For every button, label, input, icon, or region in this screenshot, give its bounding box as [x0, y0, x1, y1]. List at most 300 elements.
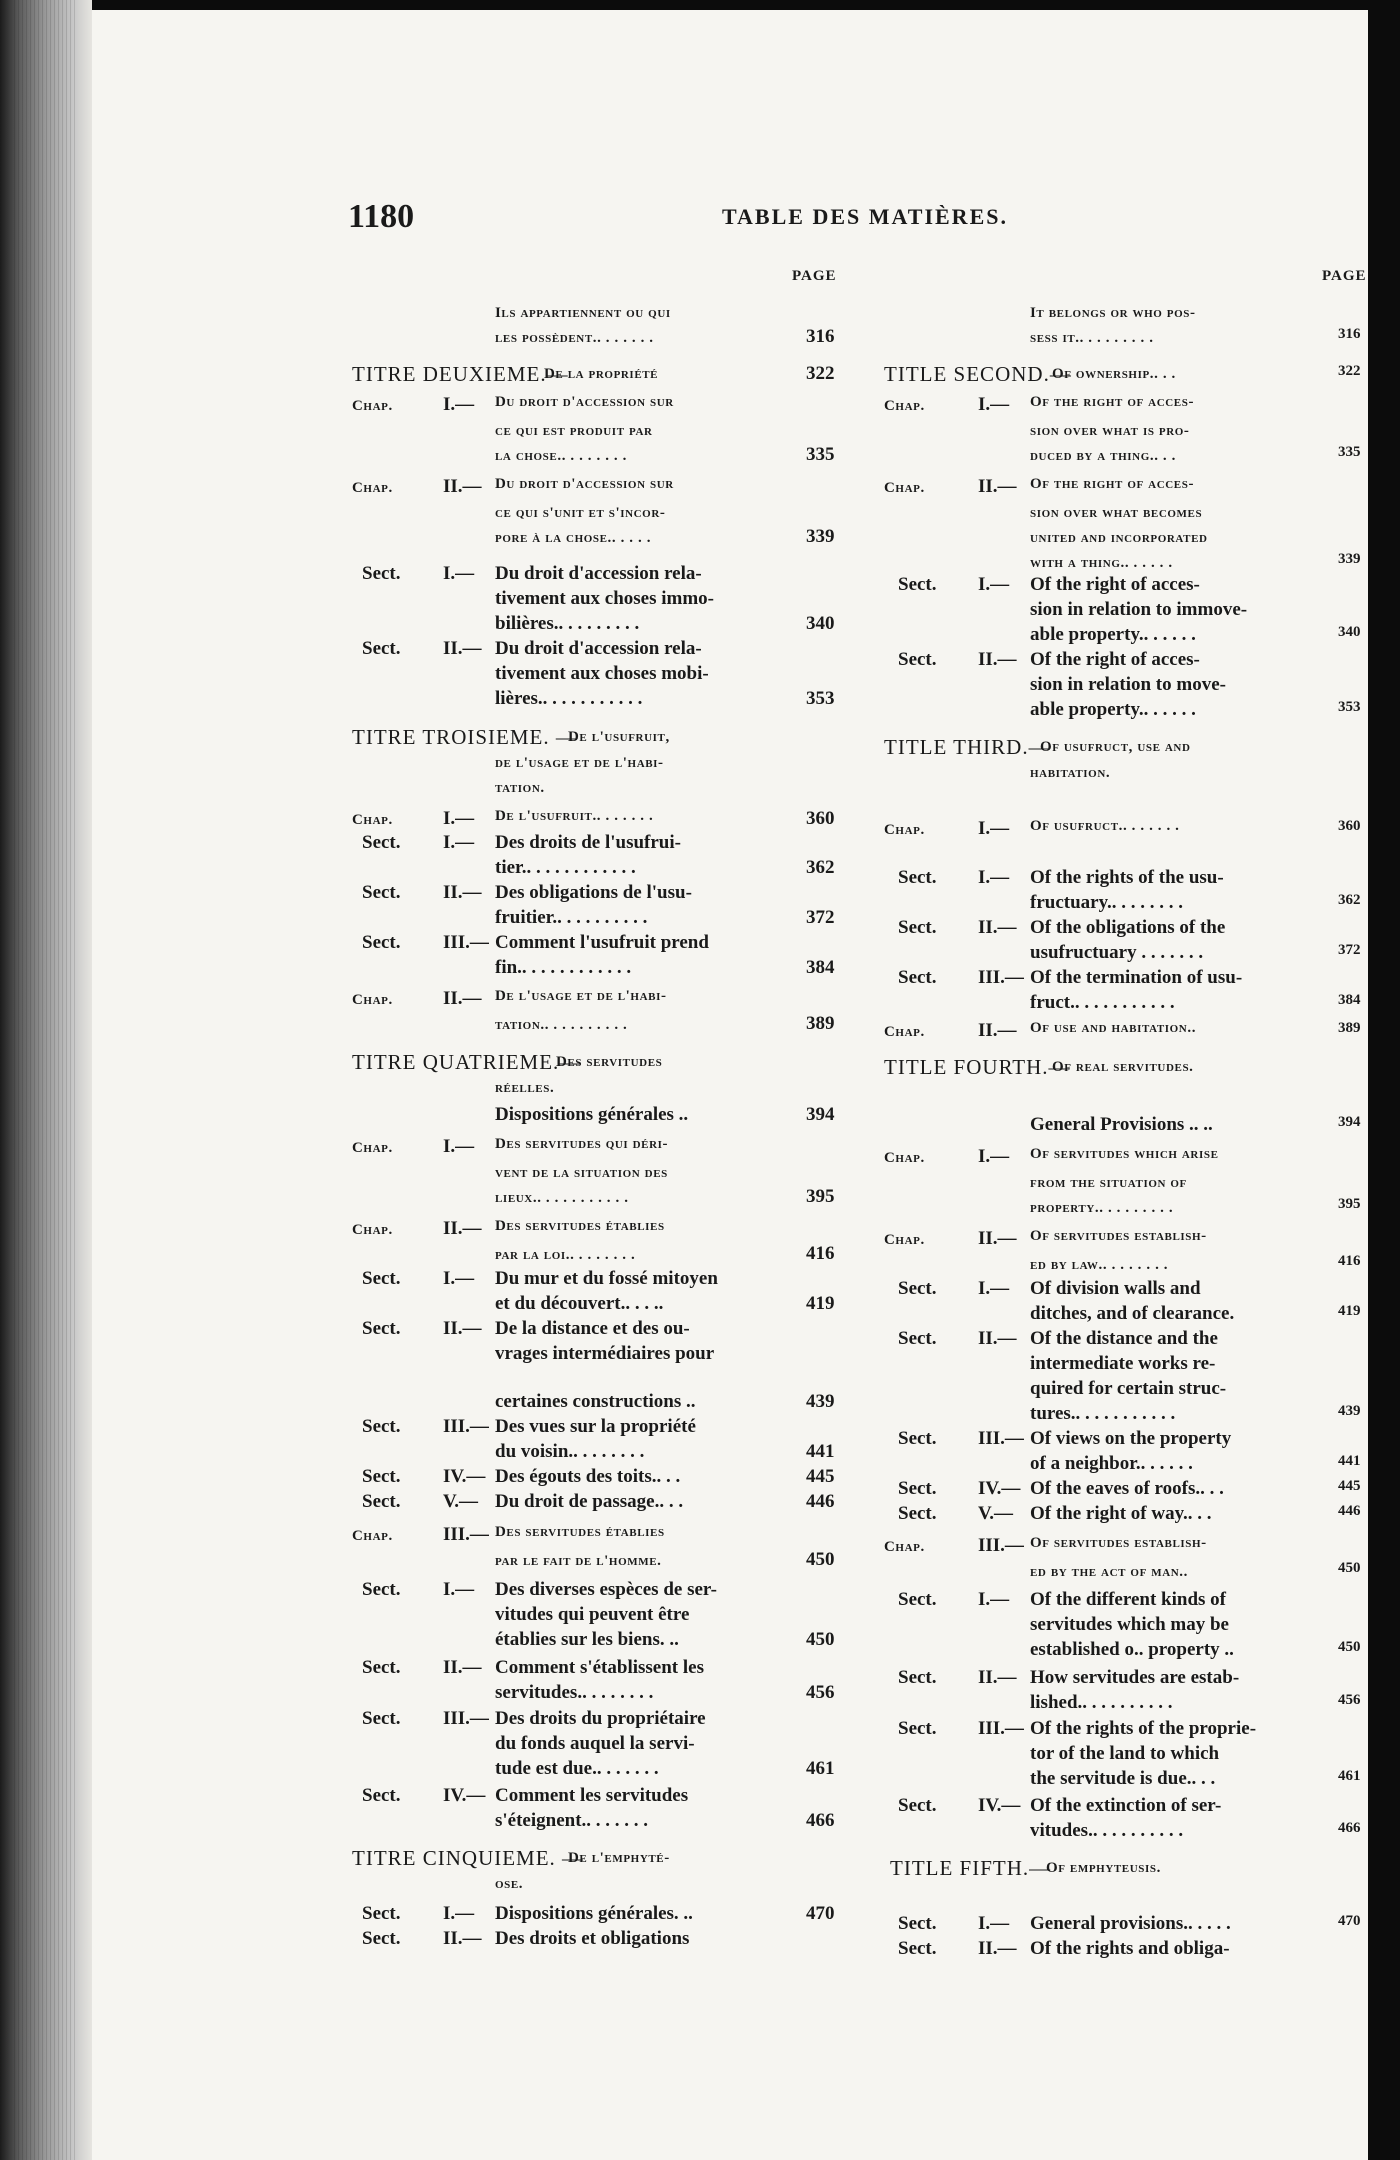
page-ref: 450	[1338, 1639, 1361, 1655]
toc-line	[495, 327, 654, 346]
entry-heading: Des droits et obligations	[495, 1928, 690, 1949]
division-number: II.—	[978, 1228, 1017, 1249]
title-heading: TITLE FOURTH.—	[884, 1055, 1071, 1079]
entry-heading: Des obligations de l'usu-	[495, 882, 692, 903]
toc-line	[495, 302, 671, 321]
entry-text: par la loi.. . . . . . . .	[495, 1247, 636, 1263]
toc-line	[884, 1057, 1071, 1078]
division-number: II.—	[443, 1928, 482, 1949]
running-header: TABLE DES MATIÈRES.	[722, 204, 1008, 229]
division-label: Sect.	[898, 967, 937, 988]
toc-line	[884, 737, 1051, 758]
division-label: Sect.	[898, 1278, 937, 1299]
toc-line	[898, 968, 937, 987]
entry-text: tude est due.. . . . . . .	[495, 1758, 659, 1779]
division-label: Sect.	[898, 1795, 937, 1816]
toc-line	[495, 589, 714, 608]
entry-heading: Of servitudes establish-	[1030, 1228, 1207, 1244]
page-ref: 316	[806, 326, 835, 347]
entry-heading: Of the right of acces-	[1030, 476, 1195, 492]
entry-heading: Of servitudes establish-	[1030, 1535, 1207, 1551]
page-ref: 461	[1338, 1768, 1361, 1784]
division-label: Chap.	[884, 1150, 925, 1166]
division-label: Chap.	[352, 1140, 393, 1156]
entry-heading: Des droits du propriétaire	[495, 1708, 706, 1729]
entry-text: de l'usage et de l'habi-	[495, 755, 664, 771]
division-label: Chap.	[352, 812, 393, 828]
entry-heading: Du droit d'accession rela-	[495, 563, 702, 584]
page-ref: 441	[806, 1441, 835, 1462]
entry-text: quired for certain struc-	[1030, 1378, 1227, 1399]
page-ref: 450	[806, 1629, 835, 1650]
page-ref: 416	[1338, 1253, 1361, 1269]
toc-line	[1030, 1744, 1219, 1763]
entry-heading: Of the right of acces-	[1030, 574, 1200, 595]
page-ref: 419	[806, 1293, 835, 1314]
title-heading: TITLE THIRD.—	[884, 735, 1051, 759]
toc-line	[1030, 1693, 1173, 1712]
entry-heading: De l'usage et de l'habi-	[495, 988, 667, 1004]
division-number: I.—	[443, 832, 475, 853]
scan-border-top	[0, 0, 1400, 10]
division-number: IV.—	[978, 1795, 1021, 1816]
toc-line	[1030, 700, 1196, 719]
page-ref: 450	[806, 1549, 835, 1570]
toc-line	[898, 918, 937, 937]
entry-text: établies sur les biens. ..	[495, 1629, 679, 1650]
entry-heading: Du droit d'accession sur	[495, 476, 674, 492]
toc-line	[362, 1786, 401, 1805]
division-label: Sect.	[362, 1657, 401, 1678]
page-ref: 335	[1338, 444, 1361, 460]
division-number: II.—	[443, 638, 482, 659]
entry-text: from the situation of	[1030, 1175, 1187, 1191]
toc-line	[898, 1668, 937, 1687]
entry-heading: Des servitudes qui déri-	[495, 1136, 669, 1152]
toc-line	[495, 1734, 695, 1753]
toc-line	[352, 1219, 393, 1238]
page-ref: 394	[1338, 1114, 1361, 1130]
entry-heading: Des droits de l'usufrui-	[495, 832, 681, 853]
entry-text: It belongs or who pos-	[1030, 305, 1196, 321]
entry-heading: Du droit d'accession sur	[495, 394, 674, 410]
division-number: IV.—	[443, 1466, 486, 1487]
toc-line	[495, 1605, 689, 1624]
page-ref: 466	[806, 1810, 835, 1831]
toc-line	[352, 1848, 584, 1869]
entry-heading: Of ownership.. . .	[1052, 366, 1176, 382]
division-label: Sect.	[898, 649, 937, 670]
entry-heading: Des servitudes établies	[495, 1524, 665, 1540]
toc-line	[495, 1162, 668, 1181]
entry-text: vitudes qui peuvent être	[495, 1604, 690, 1625]
toc-line	[898, 1914, 937, 1933]
toc-line	[352, 364, 569, 385]
division-number: I.—	[443, 1268, 475, 1289]
toc-line	[495, 1811, 648, 1830]
toc-line	[884, 819, 925, 838]
toc-line	[898, 1329, 937, 1348]
page-number: 1180	[348, 198, 415, 235]
scan-border-right	[1368, 0, 1400, 2160]
entry-text: of a neighbor.. . . . . .	[1030, 1453, 1193, 1474]
toc-line	[1030, 1254, 1168, 1273]
entry-text: lières.. . . . . . . . . . .	[495, 688, 643, 709]
page-ref: 335	[806, 444, 835, 465]
toc-line	[1030, 1615, 1229, 1634]
division-number: I.—	[443, 563, 475, 584]
toc-line	[362, 933, 401, 952]
entry-text: intermediate works re-	[1030, 1353, 1216, 1374]
entry-text: sion over what is pro-	[1030, 423, 1190, 439]
division-label: Chap.	[884, 480, 925, 496]
entry-text: s'éteignent.. . . . . . .	[495, 1810, 649, 1831]
page-ref: 466	[1338, 1820, 1361, 1836]
division-label: Sect.	[898, 1718, 937, 1739]
toc-line	[362, 639, 401, 658]
entry-heading: Des diverses espèces de ser-	[495, 1579, 717, 1600]
division-label: Sect.	[898, 1667, 937, 1688]
toc-line	[495, 1759, 659, 1778]
toc-line	[362, 1929, 401, 1948]
division-label: Sect.	[898, 1478, 937, 1499]
page-column-label-left: PAGE	[792, 268, 837, 284]
toc-line	[495, 908, 647, 927]
toc-line	[898, 575, 937, 594]
division-label: Chap.	[352, 1528, 393, 1544]
toc-line	[898, 1796, 937, 1815]
division-number: I.—	[978, 1278, 1010, 1299]
entry-heading: Des servitudes	[556, 1054, 663, 1070]
toc-line	[495, 1244, 635, 1263]
division-number: I.—	[978, 1913, 1010, 1934]
entry-text: vent de la situation des	[495, 1165, 668, 1181]
entry-text: ce qui s'unit et s'incor-	[495, 505, 666, 521]
title-heading: TITRE QUATRIEME.—	[352, 1050, 582, 1074]
division-number: I.—	[978, 867, 1010, 888]
page-ref: 461	[806, 1758, 835, 1779]
division-number: I.—	[978, 1146, 1010, 1167]
toc-line	[495, 689, 642, 708]
toc-line	[362, 1658, 401, 1677]
entry-text: General Provisions .. ..	[1030, 1114, 1213, 1135]
toc-line	[898, 650, 937, 669]
toc-line	[495, 1873, 523, 1892]
entry-heading: Of the right of acces-	[1030, 649, 1200, 670]
division-number: III.—	[443, 1708, 489, 1729]
entry-text: par le fait de l'homme.	[495, 1553, 662, 1569]
entry-text: tures.. . . . . . . . . . .	[1030, 1403, 1176, 1424]
entry-heading: Du droit d'accession rela-	[495, 638, 702, 659]
division-label: Sect.	[362, 1466, 401, 1487]
division-label: Sect.	[362, 932, 401, 953]
entry-text: ed by the act of man..	[1030, 1564, 1189, 1580]
toc-line	[898, 1590, 937, 1609]
entry-text: et du découvert.. . . ..	[495, 1293, 664, 1314]
toc-line	[495, 664, 709, 683]
toc-line	[1030, 762, 1110, 781]
entry-text: usufructuary . . . . . . .	[1030, 942, 1204, 963]
toc-line	[1030, 1561, 1188, 1580]
toc-line	[495, 420, 653, 439]
division-number: III.—	[978, 1535, 1024, 1556]
title-heading: TITRE CINQUIEME. —	[352, 1846, 585, 1870]
division-label: Sect.	[362, 1579, 401, 1600]
entry-text: vrages intermédiaires pour	[495, 1343, 715, 1364]
toc-line	[884, 395, 925, 414]
page-ref: 450	[1338, 1560, 1361, 1576]
page-ref: 389	[806, 1013, 835, 1034]
toc-line	[898, 868, 937, 887]
division-label: Chap.	[352, 398, 393, 414]
entry-text: du fonds auquel la servi-	[495, 1733, 695, 1754]
toc-line	[898, 1939, 937, 1958]
toc-line	[898, 1719, 937, 1738]
toc-line	[495, 502, 665, 521]
division-number: I.—	[978, 818, 1010, 839]
division-label: Sect.	[362, 1268, 401, 1289]
division-number: III.—	[978, 967, 1024, 988]
toc-line	[1030, 1304, 1234, 1323]
toc-line	[362, 1709, 401, 1728]
toc-line	[884, 1536, 925, 1555]
entry-heading: Des servitudes établies	[495, 1218, 665, 1234]
page-ref: 353	[806, 688, 835, 709]
division-number: I.—	[978, 394, 1010, 415]
entry-heading: Of the rights of the proprie-	[1030, 1718, 1257, 1739]
toc-line	[1030, 302, 1196, 321]
division-number: II.—	[978, 1328, 1017, 1349]
page-ref: 456	[1338, 1692, 1361, 1708]
toc-line	[495, 858, 636, 877]
toc-line	[1030, 1379, 1226, 1398]
toc-line	[1030, 445, 1176, 464]
toc-line	[352, 809, 393, 828]
entry-heading: Of the termination of usu-	[1030, 967, 1243, 988]
division-number: II.—	[443, 476, 482, 497]
division-number: II.—	[978, 917, 1017, 938]
entry-heading: Comment les servitudes	[495, 1785, 689, 1806]
toc-line	[352, 395, 393, 414]
division-number: I.—	[978, 1589, 1010, 1610]
entry-heading: Of usufruct, use and	[1040, 739, 1191, 755]
entry-heading: Of division walls and	[1030, 1278, 1201, 1299]
division-label: Sect.	[362, 1318, 401, 1339]
toc-line	[495, 1550, 661, 1569]
entry-heading: Of the different kinds of	[1030, 1589, 1226, 1610]
page-ref: 362	[1338, 892, 1361, 908]
division-number: II.—	[443, 1657, 482, 1678]
division-number: III.—	[443, 1416, 489, 1437]
toc-line	[495, 1683, 653, 1702]
entry-text: les possèdent.. . . . . . .	[495, 330, 654, 346]
entry-text: réelles.	[495, 1080, 555, 1096]
entry-heading: Of real servitudes.	[1052, 1059, 1194, 1075]
division-number: III.—	[443, 1524, 489, 1545]
division-label: Sect.	[898, 917, 937, 938]
page-ref: 389	[1338, 1020, 1361, 1036]
page-ref: 339	[1338, 551, 1361, 567]
entry-heading: Des vues sur la propriété	[495, 1416, 696, 1437]
division-label: Sect.	[362, 563, 401, 584]
page-ref: 439	[1338, 1403, 1361, 1419]
entry-heading: De la distance et des ou-	[495, 1318, 690, 1339]
toc-line	[495, 614, 639, 633]
entry-heading: Of use and habitation..	[1030, 1020, 1197, 1036]
division-label: Sect.	[362, 1491, 401, 1512]
toc-line	[352, 1137, 393, 1156]
entry-heading: Of the right of way.. . .	[1030, 1503, 1212, 1524]
entry-text: established o.. property ..	[1030, 1639, 1234, 1660]
toc-line	[362, 1492, 401, 1511]
entry-heading: Of the distance and the	[1030, 1328, 1218, 1349]
division-label: Sect.	[362, 1785, 401, 1806]
toc-line	[495, 1630, 679, 1649]
division-label: Sect.	[898, 1913, 937, 1934]
division-number: II.—	[978, 649, 1017, 670]
entry-text: Dispositions générales ..	[495, 1104, 689, 1125]
division-label: Sect.	[362, 882, 401, 903]
entry-heading: Des égouts des toits.. . .	[495, 1466, 681, 1487]
page-ref: 360	[806, 808, 835, 829]
entry-text: lieux.. . . . . . . . . . .	[495, 1190, 629, 1206]
page-ref: 372	[1338, 942, 1361, 958]
entry-text: fructuary.. . . . . . . .	[1030, 892, 1184, 913]
division-number: IV.—	[443, 1785, 486, 1806]
entry-heading: Of emphyteusis.	[1046, 1860, 1161, 1876]
division-number: III.—	[978, 1718, 1024, 1739]
entry-heading: Of the right of acces-	[1030, 394, 1195, 410]
entry-text: tivement aux choses immo-	[495, 588, 714, 609]
division-number: II.—	[978, 1938, 1017, 1959]
toc-line	[1030, 1640, 1234, 1659]
page-ref: 419	[1338, 1303, 1361, 1319]
entry-heading: De l'emphyté-	[568, 1850, 670, 1866]
page-ref: 395	[806, 1186, 835, 1207]
entry-text: able property.. . . . . .	[1030, 699, 1196, 720]
entry-text: lished.. . . . . . . . . .	[1030, 1692, 1173, 1713]
entry-heading: Of the rights and obliga-	[1030, 1938, 1230, 1959]
toc-line	[352, 1052, 581, 1073]
toc-line	[495, 1077, 554, 1096]
page-ref: 322	[1338, 363, 1361, 379]
toc-line	[1030, 502, 1202, 521]
toc-line	[1030, 675, 1226, 694]
division-label: Chap.	[884, 1232, 925, 1248]
toc-line	[898, 1504, 937, 1523]
toc-line	[1030, 1769, 1215, 1788]
toc-line	[495, 752, 664, 771]
toc-line	[1030, 327, 1154, 346]
toc-line	[898, 1479, 937, 1498]
entry-heading: Of the extinction of ser-	[1030, 1795, 1222, 1816]
page-ref: 384	[806, 957, 835, 978]
entry-text: tor of the land to which	[1030, 1743, 1220, 1764]
entry-text: vitudes.. . . . . . . . . .	[1030, 1820, 1184, 1841]
page-ref: 394	[806, 1104, 835, 1125]
page-ref: 316	[1338, 326, 1361, 342]
entry-heading: Du mur et du fossé mitoyen	[495, 1268, 718, 1289]
entry-text: fruitier.. . . . . . . . . .	[495, 907, 648, 928]
division-label: Chap.	[352, 480, 393, 496]
entry-text: Ils appartiennent ou qui	[495, 305, 671, 321]
entry-heading: Of views on the property	[1030, 1428, 1232, 1449]
toc-line	[884, 364, 1072, 385]
entry-text: with a thing.. . . . . .	[1030, 555, 1173, 571]
division-number: I.—	[978, 574, 1010, 595]
entry-text: fruct.. . . . . . . . . . .	[1030, 992, 1175, 1013]
toc-line	[362, 1580, 401, 1599]
title-heading: TITLE FIFTH.—	[890, 1856, 1052, 1880]
page-ref: 441	[1338, 1453, 1361, 1469]
entry-text: property.. . . . . . . . .	[1030, 1200, 1174, 1216]
division-number: II.—	[443, 882, 482, 903]
toc-line	[1030, 943, 1203, 962]
toc-line	[884, 477, 925, 496]
toc-line	[1030, 420, 1190, 439]
entry-heading: General provisions.. . . . .	[1030, 1913, 1231, 1934]
division-number: V.—	[978, 1503, 1014, 1524]
toc-line	[495, 1344, 714, 1363]
entry-text: sess it.. . . . . . . . .	[1030, 330, 1154, 346]
entry-text: servitudes.. . . . . . . .	[495, 1682, 654, 1703]
toc-line	[495, 777, 545, 796]
title-heading: TITLE SECOND.—	[884, 362, 1072, 386]
toc-line	[362, 1904, 401, 1923]
division-number: II.—	[978, 476, 1017, 497]
toc-line	[352, 727, 578, 748]
division-number: I.—	[443, 1136, 475, 1157]
page-ref: 445	[1338, 1478, 1361, 1494]
page-ref: 362	[806, 857, 835, 878]
toc-line	[884, 1021, 925, 1040]
division-number: II.—	[978, 1020, 1017, 1041]
page-ref: 353	[1338, 699, 1361, 715]
entry-text: tation.	[495, 780, 545, 796]
division-label: Chap.	[884, 1024, 925, 1040]
entry-text: able property.. . . . . .	[1030, 624, 1196, 645]
toc-line	[352, 477, 393, 496]
page-ref: 360	[1338, 818, 1361, 834]
division-label: Sect.	[898, 867, 937, 888]
title-heading: TITRE TROISIEME. —	[352, 725, 578, 749]
toc-line	[1030, 1821, 1183, 1840]
division-label: Sect.	[362, 638, 401, 659]
toc-line	[1030, 600, 1247, 619]
entry-heading: Of the rights of the usu-	[1030, 867, 1224, 888]
toc-line	[1030, 1404, 1175, 1423]
page-ref: 339	[806, 526, 835, 547]
toc-line	[884, 1229, 925, 1248]
entry-heading: Comment l'usufruit prend	[495, 932, 709, 953]
toc-line	[495, 958, 631, 977]
toc-line	[362, 1319, 401, 1338]
title-heading: TITRE DEUXIEME.—	[352, 362, 569, 386]
division-number: II.—	[443, 1318, 482, 1339]
entry-heading: Of usufruct.. . . . . . .	[1030, 818, 1180, 834]
page-ref: 439	[806, 1391, 835, 1412]
entry-heading: Comment s'établissent les	[495, 1657, 704, 1678]
entry-text: united and incorporated	[1030, 530, 1208, 546]
entry-heading: Du droit de passage.. . .	[495, 1491, 684, 1512]
entry-text: ed by law.. . . . . . . .	[1030, 1257, 1169, 1273]
toc-line	[1030, 1115, 1213, 1134]
entry-text: sion over what becomes	[1030, 505, 1203, 521]
entry-text: pore à la chose.. . . . .	[495, 530, 652, 546]
division-label: Chap.	[884, 1539, 925, 1555]
page-ref: 446	[1338, 1503, 1361, 1519]
page-ref: 384	[1338, 992, 1361, 1008]
